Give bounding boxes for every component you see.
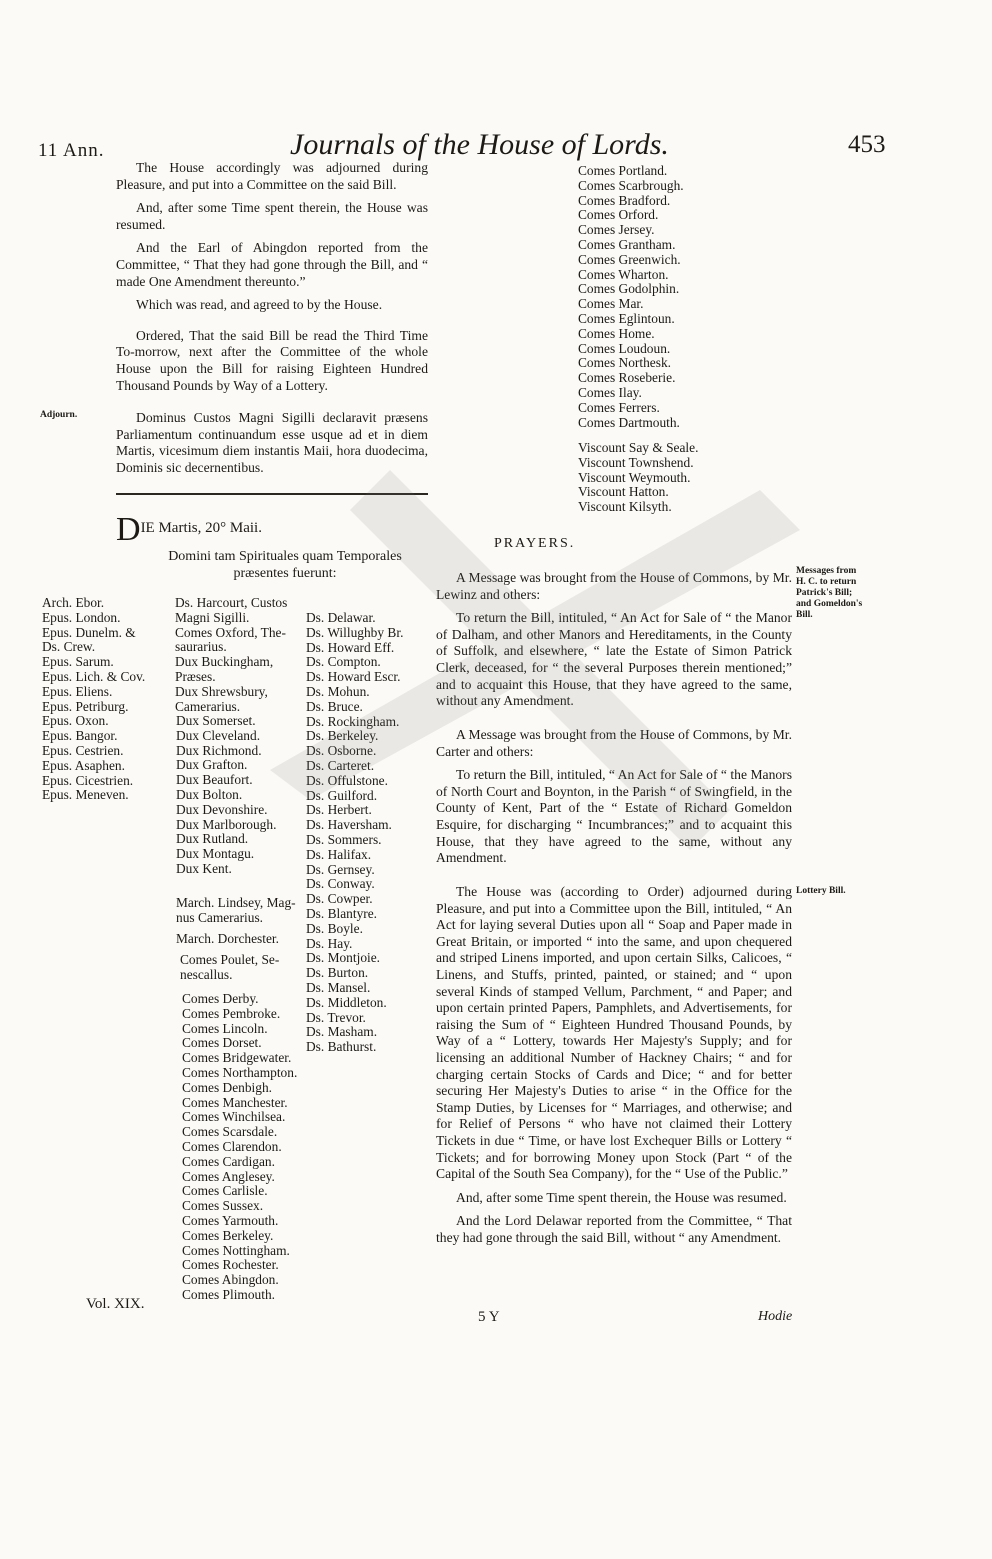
list-item: Comes Abingdon.: [182, 1272, 279, 1288]
list-earls: [182, 992, 297, 1303]
list-item: Ds. Bathurst.: [306, 1039, 377, 1055]
list-dukes: [176, 714, 276, 877]
running-head-regnal-year: 11 Ann.: [38, 140, 105, 161]
list-item: Comes Home.: [578, 325, 655, 341]
list-item: Comes Northampton.: [182, 1064, 298, 1080]
list-item: Ds. Berkeley.: [306, 728, 379, 744]
list-item: Comes Berkeley.: [182, 1227, 274, 1243]
list-item: Ds. Middleton.: [306, 994, 387, 1010]
list-item: Epus. Sarum.: [42, 654, 114, 670]
list-item: Comes Loudoun.: [578, 340, 671, 356]
list-item: Ds. Howard Eff.: [306, 639, 395, 655]
list-item: Epus. Oxon.: [42, 713, 109, 729]
list-viscounts: [578, 441, 698, 515]
list-item: Comes Denbigh.: [182, 1079, 273, 1095]
list-item: Dux Somerset.: [176, 713, 256, 728]
list-item: Comes Rochester.: [182, 1257, 279, 1273]
list-item: Dux Shrewsbury,: [175, 683, 268, 699]
list-item: Comes Lincoln.: [182, 1020, 268, 1036]
signature-mark: 5 Y: [478, 1309, 500, 1325]
paragraph-ordered: Ordered, That the said Bill be read the Third Time To-morrow, next after the Committee of the whole House upon the Bill for raising Eighteen Hundred Thousand Pounds by Way of a Lottery.: [116, 327, 428, 393]
list-item: Epus. Eliens.: [42, 683, 113, 699]
drop-cap: D: [116, 511, 141, 548]
list-item: Camerarius.: [175, 698, 241, 714]
list-item: Ds. Willughby Br.: [306, 624, 404, 640]
list-item: Comes Portland.: [578, 163, 668, 178]
list-marquess-dorchester: [176, 932, 279, 947]
lottery-bill-proceedings: [436, 884, 792, 1253]
list-item: Comes Dorset.: [182, 1035, 262, 1051]
paragraph: To return the Bill, intituled, “ An Act for Sale of “ the Manor of Dalham, and other Manors and Hereditaments, in the County of Suffolk, and elsewhere, “ late the Estate of Simon Patrick Clerk, deceased, for “ the several Purposes therein mentioned;” and to acquaint this House, that they have agreed to the same, without any Amendment.: [436, 610, 792, 709]
left-proceedings: [116, 160, 428, 401]
volume-number: Vol. XIX.: [86, 1296, 145, 1312]
page-number: 453: [848, 131, 886, 158]
list-item: Ds. Haversham.: [306, 817, 392, 833]
list-item: Ds. Guilford.: [306, 787, 378, 803]
list-item: Arch. Ebor.: [42, 595, 105, 610]
list-item: Dux Marlborough.: [176, 816, 277, 832]
list-item: Dux Devonshire.: [176, 801, 268, 817]
list-steward: [180, 953, 279, 983]
catchword: Hodie: [758, 1309, 793, 1324]
list-item: Comes Poulet, Se-: [180, 952, 280, 967]
list-item: Comes Scarsdale.: [182, 1124, 278, 1140]
paragraph: Which was read, and agreed to by the House.: [136, 297, 383, 313]
list-item: Comes Derby.: [182, 991, 259, 1006]
list-item: Epus. Cestrien.: [42, 742, 124, 758]
list-item: Epus. Asaphen.: [42, 757, 125, 773]
list-item: Comes Plimouth.: [182, 1286, 276, 1302]
list-item: Comes Ferrers.: [578, 399, 660, 415]
list-item: Comes Northesk.: [578, 355, 671, 371]
list-item: Ds. Rockingham.: [306, 713, 400, 729]
list-item: Comes Roseberie.: [578, 370, 676, 386]
list-item: Comes Pembroke.: [182, 1005, 281, 1021]
paragraph: The House accordingly was adjourned during Pleasure, and put into a Committee on the said Bill.: [116, 160, 428, 192]
list-item: Viscount Hatton.: [578, 484, 669, 500]
list-item: Ds. Mansel.: [306, 979, 371, 995]
list-item: Comes Carlisle.: [182, 1183, 268, 1199]
list-item: Ds. Sommers.: [306, 831, 382, 847]
paragraph: Dominus Custos Magni Sigilli declaravit præsens Parliamentum continuandum esse usque ad et in diem Martis, vicesimum diem instantis Maii, hora duodecima, Dominis sic decernentibus.: [116, 410, 428, 475]
list-item: Ds. Hay.: [306, 935, 353, 951]
list-officers: [175, 596, 287, 714]
list-item: Ds. Gernsey.: [306, 861, 375, 877]
list-item: Viscount Townshend.: [578, 454, 694, 470]
paragraph: And the Earl of Abingdon reported from the Committee, “ That they had gone through the Bill, and “ made One Amendment thereunto.”: [116, 240, 428, 289]
message-carter: [436, 727, 792, 874]
list-item: Ds. Boyle.: [306, 920, 363, 936]
list-item: Comes Bridgewater.: [182, 1050, 292, 1066]
list-item: Comes Godolphin.: [578, 281, 680, 297]
list-item: Comes Wharton.: [578, 266, 669, 282]
list-item: Dux Bolton.: [176, 786, 243, 802]
message-lewinz: [436, 570, 792, 717]
list-item: Dux Buckingham,: [175, 654, 274, 670]
list-item: Comes Greenwich.: [578, 251, 681, 267]
list-item: Epus. Meneven.: [42, 787, 129, 803]
list-item: Magni Sigilli.: [175, 609, 250, 625]
list-item: Dux Beaufort.: [176, 772, 253, 788]
list-item: Comes Grantham.: [578, 236, 676, 252]
list-item: Ds. Crew.: [42, 639, 96, 655]
list-item: Comes Jersey.: [578, 222, 655, 238]
list-item: Dux Kent.: [176, 860, 232, 876]
list-item: Ds. Trevor.: [306, 1009, 366, 1025]
list-item: Ds. Halifax.: [306, 846, 372, 862]
list-item: Comes Oxford, The-: [175, 624, 286, 640]
list-item: Dux Rutland.: [176, 831, 249, 847]
list-item: Præses.: [175, 668, 216, 684]
list-bishops: [42, 596, 145, 803]
list-barons: [306, 611, 403, 1055]
list-item: Dux Richmond.: [176, 742, 262, 758]
list-item: Ds. Osborne.: [306, 743, 377, 759]
list-item: Viscount Kilsyth.: [578, 499, 672, 515]
list-item: Epus. Cicestrien.: [42, 772, 134, 788]
list-item: nus Camerarius.: [176, 909, 264, 925]
list-item: Ds. Blantyre.: [306, 905, 378, 921]
list-item: March. Dorchester.: [176, 931, 279, 946]
list-item: Dux Grafton.: [176, 757, 248, 773]
date-text: IE Martis, 20° Maii.: [140, 520, 262, 536]
prayers-heading: PRAYERS.: [494, 536, 576, 551]
list-item: Comes Mar.: [578, 296, 644, 312]
list-item: Comes Ilay.: [578, 384, 642, 400]
list-item: Ds. Masham.: [306, 1024, 378, 1040]
list-item: Comes Anglesey.: [182, 1168, 275, 1184]
list-earls-continued: [578, 164, 684, 430]
paragraph: To return the Bill, intituled, “ An Act for Sale of “ the Manors of North Court and Boynton, in the Parish “ of Swingfield, in the County of Kent, Part of the “ Estate of Richard Gomeldon Esquire, for discharging “ Incumbrances;” and to acquaint this House, that they have agreed to the same, without any Amendment.: [436, 767, 792, 866]
running-head-title: Journals of the House of Lords.: [290, 128, 669, 161]
margin-note-lottery: Lottery Bill.: [796, 886, 846, 896]
date-heading: [116, 511, 262, 548]
paragraph: The House was (according to Order) adjourned during Pleasure, and put into a Committee upon the Bill, intituled, “ An Act for laying several Duties upon all “ Soap and Paper made in Great Britain, or imported “ into the same, and upon chequered and striped Linens imported, and upon certain Silks, Calicoes, “ Linens, and Stuffs, printed, painted, or stained; and “ upon several Kinds of stamped Vellum, Parchment, “ and Paper; and upon certain printed Papers, Pamphlets, and Advertisements, for raising the Sum of “ Eighteen Hundred Thousand Pounds, by Way of a “ Lottery, towards Her Majesty's Supply; and for licensing an additional Number of Hackney Chairs; “ and for charging certain Stocks of Cards and Dice; “ and for better securing Her Majesty's Duties to arise “ in the Office for the Stamp Duties, by Licenses for “ Marriages, and otherwise; and for Relief of Persons “ who have not claimed their Lottery Tickets in due “ Time, or have lost Exchequer Bills or Lottery “ Tickets; and for borrowing Money upon Stock (Part “ of the Capital of the South Sea Company), for the “ Use of the Public.”: [436, 884, 792, 1182]
list-item: Ds. Delawar.: [306, 610, 376, 625]
list-marquesses: [176, 896, 296, 926]
list-item: Ds. Offulstone.: [306, 772, 388, 788]
list-item: Ds. Harcourt, Custos: [175, 595, 288, 610]
paragraph: A Message was brought from the House of Commons, by Mr. Lewinz and others:: [436, 570, 792, 602]
list-item: nescallus.: [180, 966, 233, 982]
list-item: Dux Montagu.: [176, 846, 255, 862]
attendance-heading: Domini tam Spirituales quam Temporales præsentes fuerunt:: [168, 549, 402, 581]
section-divider: [116, 493, 428, 495]
list-item: Comes Scarbrough.: [578, 177, 684, 193]
list-item: Comes Bradford.: [578, 192, 671, 208]
list-item: Ds. Mohun.: [306, 683, 370, 699]
list-item: Epus. London.: [42, 609, 121, 625]
list-item: Ds. Howard Escr.: [306, 669, 401, 685]
list-item: Epus. Lich. & Cov.: [42, 668, 146, 684]
list-item: Comes Manchester.: [182, 1094, 288, 1110]
paragraph: A Message was brought from the House of Commons, by Mr. Carter and others:: [436, 727, 792, 759]
list-item: Viscount Say & Seale.: [578, 440, 699, 455]
list-item: Comes Orford.: [578, 207, 659, 223]
list-item: Ds. Burton.: [306, 965, 369, 981]
list-item: Comes Sussex.: [182, 1198, 264, 1214]
paragraph: And, after some Time spent therein, the House was resumed.: [116, 200, 428, 232]
list-item: Comes Yarmouth.: [182, 1212, 279, 1228]
list-item: Comes Clarendon.: [182, 1138, 282, 1154]
list-item: Dux Cleveland.: [176, 727, 261, 743]
list-item: Ds. Conway.: [306, 876, 375, 892]
list-item: Comes Cardigan.: [182, 1153, 275, 1169]
list-item: Epus. Bangor.: [42, 728, 118, 744]
margin-note-messages: Messages from H. C. to return Patrick's Bill; and Gomeldon's Bill.: [796, 566, 863, 620]
list-item: Comes Dartmouth.: [578, 414, 680, 430]
paragraph: And the Lord Delawar reported from the Committee, “ That they had gone through the said Bill, without “ any Amendment.: [436, 1213, 792, 1245]
list-item: Epus. Dunelm. &: [42, 624, 136, 640]
margin-note-adjourn: Adjourn.: [40, 410, 78, 420]
list-item: Comes Nottingham.: [182, 1242, 290, 1258]
list-item: Ds. Montjoie.: [306, 950, 381, 966]
list-item: Ds. Carteret.: [306, 757, 375, 773]
list-item: Comes Winchilsea.: [182, 1109, 286, 1125]
list-item: Viscount Weymouth.: [578, 469, 691, 485]
list-item: Comes Eglintoun.: [578, 310, 675, 326]
list-item: Ds. Cowper.: [306, 891, 373, 907]
list-item: Ds. Bruce.: [306, 698, 363, 714]
paragraph: And, after some Time spent therein, the House was resumed.: [456, 1189, 787, 1205]
adjourn-paragraph: [116, 410, 428, 483]
list-item: Ds. Herbert.: [306, 802, 372, 818]
list-item: Epus. Petriburg.: [42, 698, 129, 714]
list-item: saurarius.: [175, 639, 227, 655]
list-item: Ds. Compton.: [306, 654, 381, 670]
list-item: March. Lindsey, Mag-: [176, 895, 296, 910]
